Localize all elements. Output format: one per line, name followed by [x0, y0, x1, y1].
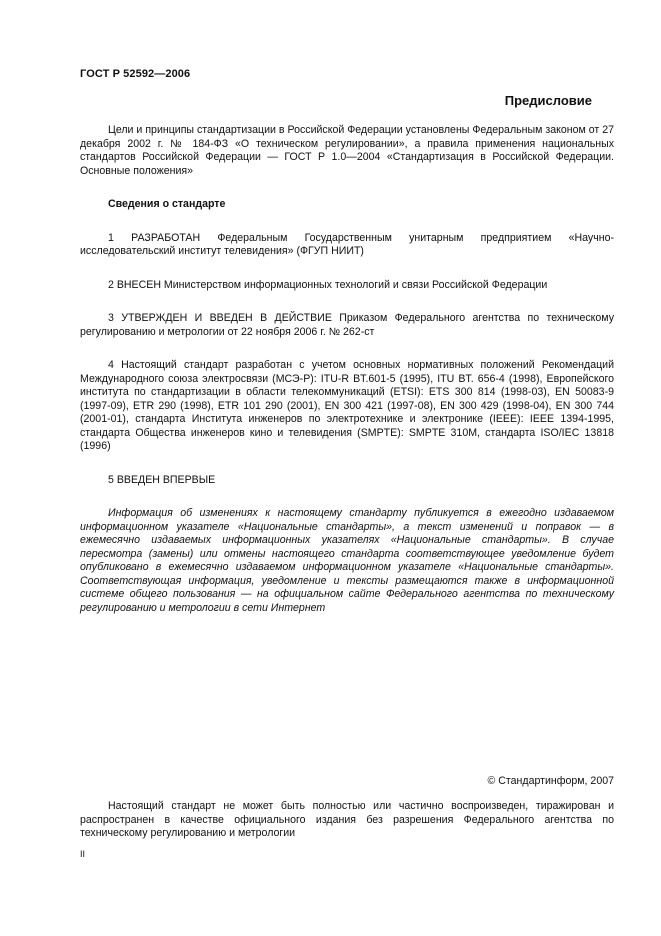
- item-approved: 3 УТВЕРЖДЕН И ВВЕДЕН В ДЕЙСТВИЕ Приказом Федерального агентства по техническому регулированию и метрологии от 22 ноября 2006 г. № 262-ст: [80, 312, 614, 338]
- item-developed: 1 РАЗРАБОТАН Федеральным Государственным унитарным предприятием «Научно-исследовательский институт телевидения» (ФГУП НИИТ): [80, 231, 614, 257]
- copyright-line: © Стандартинформ, 2007: [487, 775, 614, 787]
- item-references: 4 Настоящий стандарт разработан с учетом основных нормативных положений Рекомендаций Международного союза электросвязи (МСЭ-Р): ITU-R BT.601-5 (1995), ITU BT. 656-4 (1998), Европейского института по стандартизации в области телекоммуникаций (ETSI): ETS 300 814 (1998-03), EN 50083-9 (1997-09), ETR 290 (1998), ETR 101 290 (2001), EN 300 421 (1997-08), EN 300 429 (1998-04), EN 300 744 (2001-01), стандарта Института инженеров по электротехнике и электронике (IEEE): IEEE 1394-1995, стандарта Общества инженеров кино и телевидения (SMPTE): SMPTE 310M, стандарта ISO/IEC 13818 (1996): [80, 359, 614, 452]
- document-id-header: ГОСТ Р 52592—2006: [80, 68, 191, 80]
- item-first-introduced: 5 ВВЕДЕН ВПЕРВЫЕ: [108, 473, 216, 486]
- footer-note-paragraph: Настоящий стандарт не может быть полностью или частично воспроизведен, тиражирован и распространен в качестве официального издания без разрешения Федерального агентства по техническому регулированию и метрологии: [80, 800, 614, 839]
- main-content: [80, 124, 614, 615]
- footer-note-block: [80, 800, 614, 841]
- page-number: II: [80, 849, 86, 859]
- section-subtitle: Сведения о стандарте: [108, 198, 226, 210]
- page-title: Предисловие: [504, 93, 592, 108]
- intro-paragraph: Цели и принципы стандартизации в Российской Федерации установлены Федеральным законом от 27 декабря 2002 г. № 184-ФЗ «О техническом регулировании», а правила применения национальных стандартов Российской Федерации — ГОСТ Р 1.0—2004 «Стандартизация в Российской Федерации. Основные положения»: [80, 124, 614, 177]
- item-introduced: 2 ВНЕСЕН Министерством информационных технологий и связи Российской Федерации: [108, 278, 548, 291]
- info-note-paragraph: Информация об изменениях к настоящему стандарту публикуется в ежегодно издаваемом информационном указателе «Национальные стандарты», а текст изменений и поправок — в ежемесячно издаваемых информационных указателях «Национальные стандарты». В случае пересмотра (замены) или отмены настоящего стандарта соответствующее уведомление будет опубликовано в ежемесячно издаваемом информационном указателе «Национальные стандарты». Соответствующая информация, уведомление и тексты размещаются также в информационной системе общего пользования — на официальном сайте Федерального агентства по техническому регулированию и метрологии в сети Интернет: [80, 507, 614, 614]
